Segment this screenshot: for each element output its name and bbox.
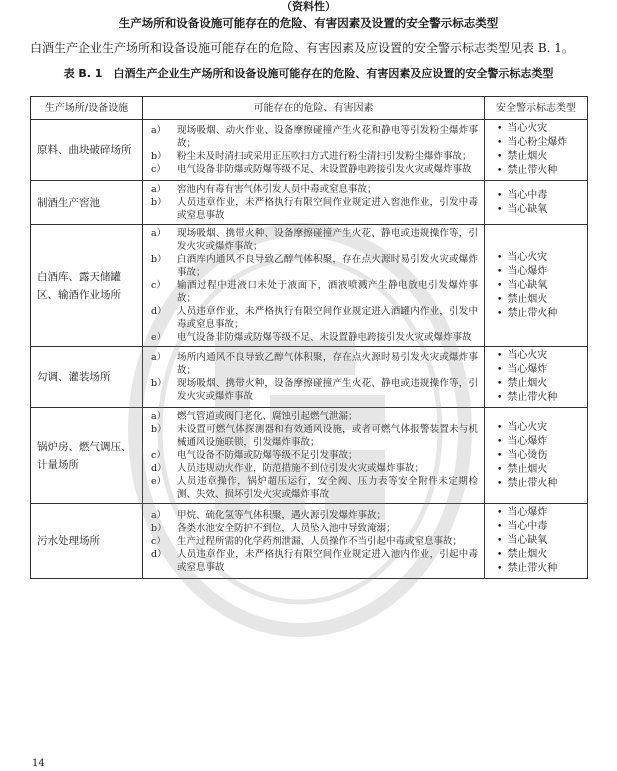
- hazard-item: [151, 331, 478, 344]
- hazard-marker: c）: [151, 164, 166, 175]
- hazard-marker: e）: [151, 476, 167, 487]
- annex-heading: 生产场所和设备设施可能存在的危险、有害因素及设置的安全警示标志类型: [118, 16, 499, 30]
- hazard-marker: b）: [151, 522, 167, 534]
- hazard-marker: b）: [151, 254, 167, 265]
- hazard-text: 电气设备非防爆或防爆等级不足、未设置静电跨接引发火灾或爆炸事故: [177, 164, 472, 175]
- table-row: [31, 120, 588, 181]
- hazard-item: [151, 509, 478, 522]
- hazard-text: 场所内通风不良导致乙醇气体积聚，存在点火源时易引发火灾或爆炸事故；: [177, 352, 478, 376]
- sign-item: • 禁止烟火: [497, 463, 581, 477]
- sign-item: • 当心火灾: [497, 421, 581, 435]
- hazard-marker: a）: [151, 411, 167, 422]
- hazard-item: [151, 253, 478, 279]
- sign-item: • 禁止带火种: [497, 562, 581, 576]
- hazard-marker: a）: [151, 228, 167, 239]
- hazard-marker: d）: [151, 463, 167, 474]
- hazard-item: [151, 196, 478, 222]
- sign-item: • 禁止烟火: [497, 150, 581, 164]
- hazard-marker: c）: [151, 450, 166, 461]
- page-number: 14: [32, 758, 45, 769]
- hazard-text: 人员违章作业，未严格执行有限空间作业规定进入池内作业，引起中毒或窒息事故: [177, 548, 478, 573]
- header-signs: 安全警示标志类型: [485, 97, 588, 120]
- place-cell: 制酒生产窖池: [31, 181, 143, 225]
- sign-item: • 禁止烟火: [497, 293, 581, 307]
- hazard-marker: b）: [151, 378, 167, 389]
- hazard-item: [151, 522, 478, 535]
- sign-item: • 禁止带火种: [497, 391, 581, 405]
- hazard-text: 各类水池安全防护不到位，人员坠入池中导致淹溺；: [177, 522, 396, 534]
- place-cell: 白酒库、露天储罐区、输酒作业场所: [31, 225, 143, 347]
- hazards-cell: [143, 120, 485, 181]
- hazard-text: 人员违规动火作业，防范措施不到位引发火灾或爆炸事故；: [177, 463, 425, 474]
- sign-item: • 当心爆炸: [497, 435, 581, 449]
- sign-item: • 当心火灾: [497, 122, 581, 136]
- hazard-marker: a）: [151, 125, 167, 136]
- hazard-marker: d）: [151, 548, 167, 560]
- hazard-marker: b）: [151, 151, 167, 162]
- hazard-item: [151, 279, 478, 305]
- sign-item: • 当心缺氧: [497, 279, 581, 293]
- intro-paragraph: 白酒生产企业生产场所和设备设施可能存在的危险、有害因素及应设置的安全警示标志类型见表 B. 1。: [30, 41, 574, 55]
- hazard-item: [151, 227, 478, 253]
- sign-item: • 当心爆炸: [497, 265, 581, 279]
- sign-item: • 当心中毒: [497, 189, 581, 203]
- sign-item: • 当心烫伤: [497, 449, 581, 463]
- sign-item: • 禁止烟火: [497, 377, 581, 391]
- signs-cell: [485, 347, 588, 408]
- hazard-text: 输酒过程中进液口未处于液面下，酒液喷溅产生静电放电引发爆炸事故；: [177, 280, 478, 304]
- hazard-text: 电气设备非防爆或防爆等级不足、未设置静电跨接引发火灾或爆炸事故: [177, 332, 472, 343]
- hazard-item: [151, 163, 478, 176]
- hazard-text: 现场吸烟、携带火种，设备摩擦碰撞产生火花、静电或违规操作等，引发火灾或爆炸事故: [177, 378, 478, 402]
- hazard-marker: b）: [151, 197, 167, 208]
- hazards-cell: [143, 347, 485, 408]
- hazard-marker: a）: [151, 184, 167, 195]
- hazard-item: [151, 305, 478, 331]
- table-row: [31, 181, 588, 225]
- header-place: 生产场所/设备设施: [31, 97, 143, 120]
- signs-cell: [485, 408, 588, 504]
- hazard-marker: e）: [151, 332, 167, 343]
- hazard-marker: c）: [151, 535, 166, 547]
- hazard-marker: d）: [151, 306, 167, 317]
- sign-item: • 禁止带火种: [497, 307, 581, 321]
- hazard-item: [151, 410, 478, 423]
- hazard-item: [151, 150, 478, 163]
- hazard-marker: a）: [151, 509, 167, 521]
- hazard-text: 人员违章作业，未严格执行有限空间作业规定进入窖池作业，引发中毒或窒息事故: [177, 197, 478, 221]
- sign-item: • 当心爆炸: [497, 363, 581, 377]
- hazards-cell: [143, 504, 485, 579]
- signs-cell: [485, 181, 588, 225]
- sign-item: • 当心粉尘爆炸: [497, 136, 581, 150]
- place-cell: 原料、曲块破碎场所: [31, 120, 143, 181]
- sign-item: • 当心火灾: [497, 251, 581, 265]
- signs-cell: [485, 120, 588, 181]
- hazard-text: 未设置可燃气体探测器和有效通风设施，或者可燃气体报警装置未与机械通风设施联锁，引发爆炸事故；: [177, 424, 478, 448]
- hazard-item: [151, 183, 478, 196]
- hazard-text: 人员违章操作，锅炉超压运行，安全阀、压力表等安全附件未定期检测、失效、损坏引发火灾或爆炸事故: [177, 476, 478, 500]
- annex-label: （资料性）: [281, 0, 336, 13]
- hazard-text: 燃气管道或阀门老化、腐蚀引起燃气泄漏；: [177, 411, 358, 422]
- hazard-item: [151, 475, 478, 501]
- table-header-row: [31, 97, 588, 120]
- hazard-text: 人员违章作业，未严格执行有限空间作业规定进入酒罐内作业，引发中毒或窒息事故；: [177, 306, 478, 330]
- table-row: [31, 408, 588, 504]
- sign-item: • 禁止带火种: [497, 164, 581, 178]
- hazard-item: [151, 535, 478, 548]
- sign-item: • 禁止烟火: [497, 548, 581, 562]
- hazard-item: [151, 377, 478, 403]
- hazard-item: [151, 351, 478, 377]
- sign-item: • 当心缺氧: [497, 203, 581, 217]
- hazard-text: 现场吸烟、携带火种、设备摩擦碰撞产生火花、静电或违规操作等，引发火灾或爆炸事故；: [177, 228, 478, 252]
- signs-cell: [485, 504, 588, 579]
- table-row: [31, 504, 588, 579]
- hazards-cell: [143, 408, 485, 504]
- sign-item: • 当心爆炸: [497, 506, 581, 520]
- table-row: [31, 347, 588, 408]
- hazard-text: 生产过程所需的化学药剂泄漏、人员操作不当引起中毒或窒息事故；: [177, 535, 463, 547]
- hazard-text: 白酒库内通风不良导致乙醇气体积聚，存在点火源时易引发火灾或爆炸事故；: [177, 254, 478, 278]
- hazard-marker: c）: [151, 280, 166, 291]
- place-cell: 勾调、灌装场所: [31, 347, 143, 408]
- hazard-item: [151, 548, 478, 574]
- sign-item: • 当心中毒: [497, 520, 581, 534]
- hazards-cell: [143, 225, 485, 347]
- hazard-text: 粉尘未及时清扫或采用正压吹扫方式进行粉尘清扫引发粉尘爆炸事故；: [177, 151, 472, 162]
- sign-item: • 禁止带火种: [497, 477, 581, 491]
- hazard-item: [151, 449, 478, 462]
- table-caption: 表 B. 1 白酒生产企业生产场所和设备设施可能存在的危险、有害因素及应设置的安全警示标志类型: [63, 67, 554, 80]
- hazards-cell: [143, 181, 485, 225]
- sign-item: • 当心火灾: [497, 349, 581, 363]
- signs-cell: [485, 225, 588, 347]
- hazard-text: 现场吸烟、动火作业、设备摩擦碰撞产生火花和静电等引发粉尘爆炸事故；: [177, 125, 478, 149]
- hazard-text: 窖池内有毒有害气体引发人员中毒或窒息事故；: [177, 184, 377, 195]
- place-cell: 污水处理场所: [31, 504, 143, 579]
- hazard-marker: a）: [151, 352, 167, 363]
- header-hazards: 可能存在的危险、有害因素: [143, 97, 485, 120]
- sign-item: • 当心缺氧: [497, 534, 581, 548]
- hazard-table: [30, 96, 588, 579]
- hazard-marker: b）: [151, 424, 167, 435]
- hazard-item: [151, 124, 478, 150]
- hazard-item: [151, 462, 478, 475]
- hazard-item: [151, 423, 478, 449]
- hazard-text: 甲烷、硫化氢等气体积聚，遇火源引发爆炸事故；: [177, 509, 387, 521]
- hazard-text: 电气设备不防爆或防爆等级不足引发事故；: [177, 450, 358, 461]
- place-cell: 锅炉房、燃气调压、计量场所: [31, 408, 143, 504]
- table-row: [31, 225, 588, 347]
